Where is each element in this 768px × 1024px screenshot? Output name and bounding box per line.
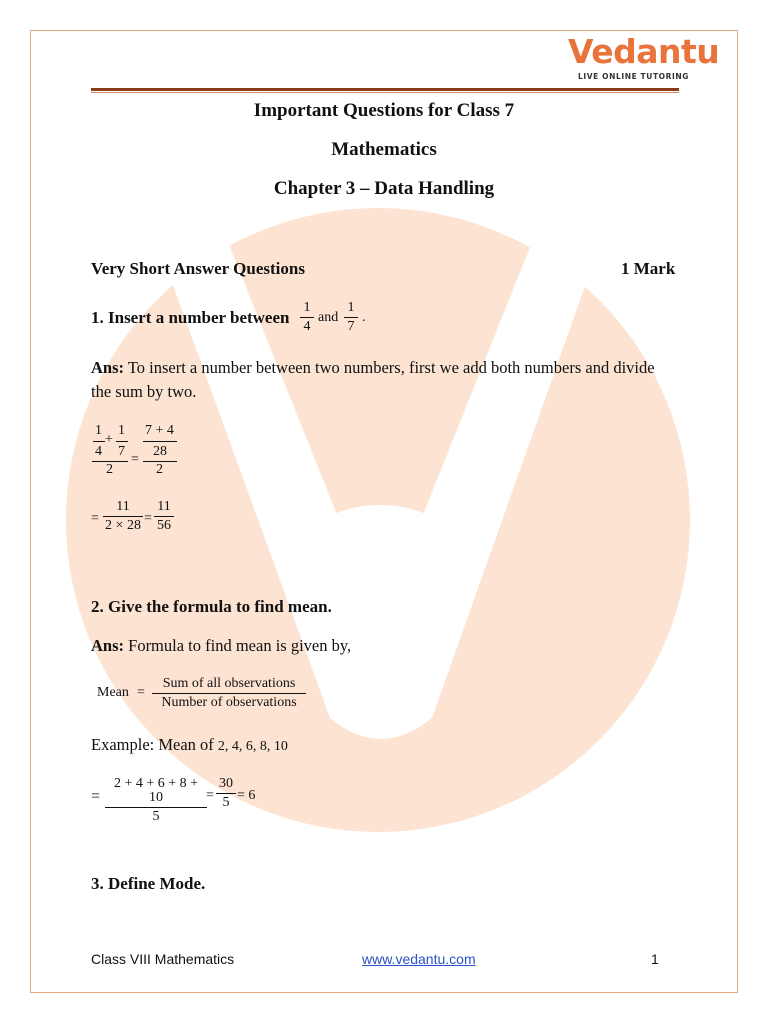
logo-tagline: LIVE ONLINE TUTORING <box>578 72 690 81</box>
step1-inner-a-num: 1 <box>95 423 102 438</box>
step1-inner-b-num: 1 <box>118 423 125 438</box>
question-3: 3. Define Mode. <box>91 874 206 893</box>
step1-outer-den: 2 <box>106 462 113 477</box>
step1-equals: = <box>131 452 139 467</box>
step1-inner-a-den: 4 <box>95 444 102 459</box>
footer-class-label: Class VIII Mathematics <box>91 951 235 967</box>
chapter-title: Chapter 3 – Data Handling <box>273 178 495 199</box>
calc-equals-2: = <box>206 788 214 803</box>
mean-label: Mean <box>97 685 129 700</box>
fraction-one-seventh: 1 7 <box>344 301 358 334</box>
page-number: 1 <box>651 951 659 967</box>
step1-rhs-den: 2 <box>156 462 163 477</box>
calc-mid-fraction: 30 5 <box>216 777 236 810</box>
step2-equals: = <box>91 511 99 526</box>
question-1: 1. Insert a number between <box>91 308 290 327</box>
calc-fraction: 2 + 4 + 6 + 8 + 10 5 <box>105 777 207 824</box>
calc-equals: = <box>91 788 101 805</box>
mean-formula-fraction: Sum of all observations Number of observations <box>152 677 306 710</box>
step1-inner-b-bar <box>116 441 128 442</box>
step1-rhs-num: 7 + 4 <box>145 423 174 438</box>
step1-inner-b-den: 7 <box>118 444 125 459</box>
fraction-one-quarter: 1 4 <box>300 301 314 334</box>
answer-2: Ans: Formula to find mean is given by, <box>91 636 352 655</box>
step2-equals-2: = <box>144 511 152 526</box>
step1-rhs-bar1 <box>143 441 177 442</box>
calc-result: = 6 <box>237 788 256 803</box>
question-2: 2. Give the formula to find mean. <box>91 597 332 616</box>
vedantu-logo: Vedantu <box>568 32 720 71</box>
question-1-period: . <box>362 310 366 325</box>
example-line: Example: Mean of 2, 4, 6, 8, 10 <box>91 735 288 754</box>
header-rule <box>91 88 679 91</box>
mean-equals: = <box>137 685 145 700</box>
and-word: and <box>318 310 339 325</box>
step1-inner-a-bar <box>93 441 105 442</box>
step2-fraction-a: 11 2 × 28 <box>103 500 143 533</box>
doc-title: Important Questions for Class 7 <box>253 100 515 121</box>
answer-1-line1: Ans: To insert a number between two numbers, first we add both numbers and divide <box>91 358 655 377</box>
step1-plus: + <box>105 432 113 447</box>
header-rule-thin <box>91 92 679 93</box>
step2-fraction-b: 11 56 <box>154 500 174 533</box>
step1-rhs-mid: 28 <box>153 444 167 459</box>
section-heading: Very Short Answer Questions <box>91 259 305 278</box>
subject-title: Mathematics <box>331 139 437 160</box>
section-marks: 1 Mark <box>621 259 676 278</box>
footer-website-link[interactable]: www.vedantu.com <box>362 951 476 967</box>
answer-1-line2: the sum by two. <box>91 382 197 401</box>
